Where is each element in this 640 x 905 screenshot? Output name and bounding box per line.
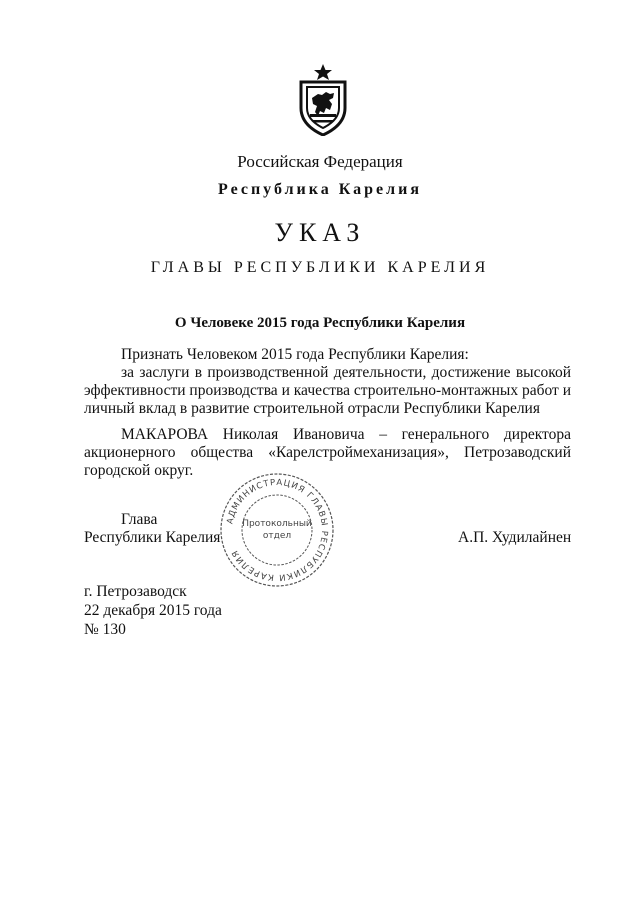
- issuer-title: ГЛАВЫ РЕСПУБЛИКИ КАРЕЛИЯ: [150, 259, 490, 276]
- document-number: № 130: [84, 621, 126, 638]
- stamp-ring-text: АДМИНИСТРАЦИЯ ГЛАВЫ РЕСПУБЛИКИ КАРЕЛИЯ: [225, 477, 330, 583]
- country-name: Российская Федерация: [237, 152, 403, 171]
- signatory-name: А.П. Худилайнен: [458, 529, 572, 546]
- signature-position-line2: Республики Карелия: [84, 529, 221, 546]
- paragraph-merits: за заслуги в производственной деятельности, достижение высокой эффективности производства и качества строительно-монтажных работ и личный вклад в развитие строительной отрасли Республики Карелия: [84, 364, 571, 417]
- signature-position-line1: Глава: [121, 511, 158, 528]
- decree-title: О Человеке 2015 года Республики Карелия: [174, 315, 466, 331]
- svg-text:АДМИНИСТРАЦИЯ ГЛАВЫ РЕСПУБЛИКИ: [225, 478, 329, 582]
- document-type: УКАЗ: [274, 218, 366, 247]
- issue-details: [84, 582, 222, 639]
- paragraph-recognize: Признать Человеком 2015 года Республики Карелия:: [121, 346, 469, 363]
- republic-name: Республика Карелия: [218, 181, 422, 198]
- issue-date: 22 декабря 2015 года: [84, 602, 222, 619]
- karelia-coat-of-arms-icon: [296, 64, 350, 136]
- stamp-center-line2: отдел: [262, 531, 292, 541]
- issue-city: г. Петрозаводск: [84, 583, 187, 600]
- paragraph-person: МАКАРОВА Николая Ивановича – генерального директора акционерного общества «Карелстроймеханизация», Петрозаводский городской округ.: [84, 426, 571, 479]
- stamp-center-line1: Протокольный: [242, 519, 312, 529]
- official-stamp: [217, 470, 337, 590]
